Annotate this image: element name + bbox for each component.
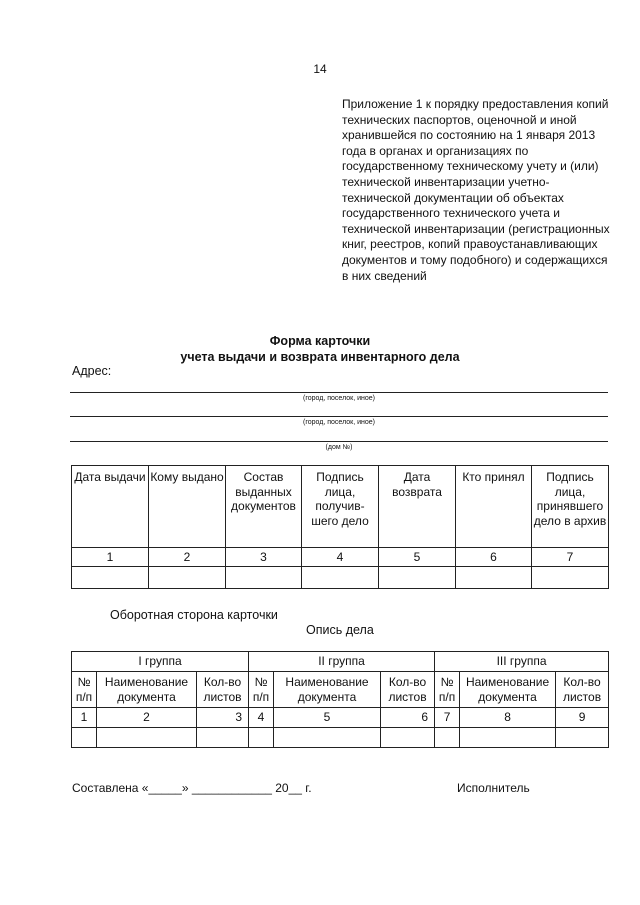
inventory-header-cell: № п/п: [435, 672, 460, 708]
group-header-cell: II группа: [249, 652, 435, 672]
inventory-number-cell: 2: [97, 708, 197, 728]
inventory-header-cell: Наименование документа: [274, 672, 381, 708]
address-hint: (город, поселок, иное): [303, 419, 375, 426]
inventory-number-row: [72, 708, 609, 728]
issue-header-cell: Подпись лица, получив-шего дело: [302, 466, 379, 548]
inventory-header-cell: Кол-во листов: [556, 672, 609, 708]
page-number: 14: [313, 62, 327, 76]
address-hint: (дом №): [325, 444, 353, 451]
reverse-side-title: Оборотная сторона карточки: [110, 608, 278, 622]
address-hint: (город, поселок, иное): [303, 395, 375, 402]
group-header-row: [72, 652, 609, 672]
empty-cell: [532, 567, 609, 589]
empty-cell: [149, 567, 226, 589]
empty-cell: [249, 728, 274, 748]
inventory-number-cell: 7: [435, 708, 460, 728]
group-header-cell: III группа: [435, 652, 609, 672]
executor-label: Исполнитель: [457, 781, 530, 795]
form-title-line2: учета выдачи и возврата инвентарного дела: [180, 350, 460, 364]
empty-cell: [197, 728, 249, 748]
issue-number-row: [72, 548, 609, 567]
issue-number-cell: 2: [149, 548, 226, 567]
inventory-number-cell: 1: [72, 708, 97, 728]
empty-cell: [456, 567, 532, 589]
inventory-table: [71, 651, 609, 748]
issue-number-cell: 6: [456, 548, 532, 567]
issue-header-cell: Состав выданных документов: [226, 466, 302, 548]
empty-cell: [302, 567, 379, 589]
empty-cell: [435, 728, 460, 748]
inventory-header-cell: Кол-во листов: [197, 672, 249, 708]
address-line: [70, 392, 608, 393]
issue-header-cell: Дата возврата: [379, 466, 456, 548]
inventory-header-row: [72, 672, 609, 708]
compiled-date-line: Составлена «_____» ____________ 20__ г.: [72, 781, 312, 795]
empty-cell: [226, 567, 302, 589]
empty-cell: [72, 567, 149, 589]
form-title-line1: Форма карточки: [269, 334, 371, 348]
inventory-number-cell: 9: [556, 708, 609, 728]
issue-number-cell: 5: [379, 548, 456, 567]
address-line: [70, 441, 608, 442]
inventory-header-cell: № п/п: [249, 672, 274, 708]
inventory-empty-row: [72, 728, 609, 748]
empty-cell: [379, 567, 456, 589]
issue-table: [71, 465, 609, 589]
empty-cell: [274, 728, 381, 748]
issue-header-cell: Кому выдано: [149, 466, 226, 548]
issue-header-row: [72, 466, 609, 548]
empty-cell: [460, 728, 556, 748]
inventory-header-cell: Наименование документа: [460, 672, 556, 708]
issue-header-cell: Дата выдачи: [72, 466, 149, 548]
issue-empty-row: [72, 567, 609, 589]
empty-cell: [556, 728, 609, 748]
inventory-number-cell: 4: [249, 708, 274, 728]
empty-cell: [381, 728, 435, 748]
issue-header-cell: Подпись лица, принявшего дело в архив: [532, 466, 609, 548]
issue-number-cell: 1: [72, 548, 149, 567]
empty-cell: [72, 728, 97, 748]
address-line: [70, 416, 608, 417]
issue-header-cell: Кто принял: [456, 466, 532, 548]
form-title: [100, 333, 540, 365]
inventory-header-cell: № п/п: [72, 672, 97, 708]
issue-number-cell: 3: [226, 548, 302, 567]
group-header-cell: I группа: [72, 652, 249, 672]
inventory-number-cell: 8: [460, 708, 556, 728]
issue-number-cell: 4: [302, 548, 379, 567]
inventory-header-cell: Наименование документа: [97, 672, 197, 708]
issue-number-cell: 7: [532, 548, 609, 567]
inventory-title: Опись дела: [306, 623, 374, 637]
address-label: Адрес:: [72, 364, 112, 378]
empty-cell: [97, 728, 197, 748]
inventory-number-cell: 5: [274, 708, 381, 728]
appendix-text: Приложение 1 к порядку предоставления копий технических паспортов, оценочной и иной хранившейся по состоянию на 1 января 2013 года в органах и организациях по государственному техническому учету и (или) технической инвентаризации учетно-технической документации об объектах государственного технического учета и технической инвентаризации (регистрационных книг, реестров, копий правоустанавливающих документов и тому подобного) и содержащихся в них сведений: [342, 97, 610, 283]
inventory-number-cell: 6: [381, 708, 435, 728]
inventory-header-cell: Кол-во листов: [381, 672, 435, 708]
inventory-number-cell: 3: [197, 708, 249, 728]
